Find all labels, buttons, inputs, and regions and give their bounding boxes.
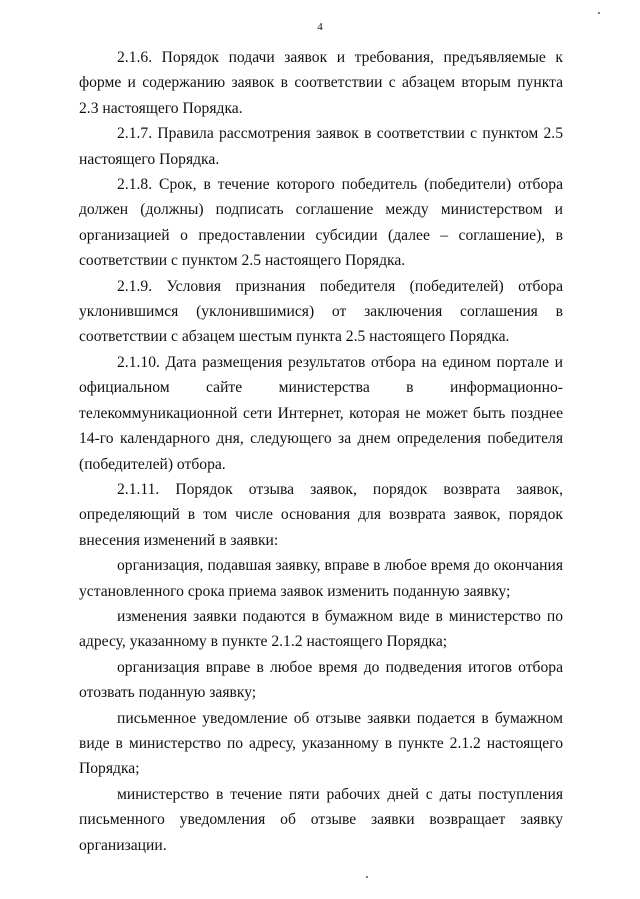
paragraph-2-1-6: 2.1.6. Порядок подачи заявок и требования, предъявляемые к форме и содержанию заявок в соответствии с абзацем вторым пункта 2.3 настоящего Порядка.: [79, 49, 563, 117]
page-number: 4: [317, 21, 323, 33]
paragraph-2-1-7: 2.1.7. Правила рассмотрения заявок в соответствии с пунктом 2.5 настоящего Порядка.: [79, 125, 563, 168]
paragraph-2-1-9: 2.1.9. Условия признания победителя (победителей) отбора уклонившимся (уклонившимися) от заключения соглашения в соответствии с абзацем шестым пункта 2.5 настоящего Порядка.: [79, 277, 563, 346]
paragraph-2-1-8: 2.1.8. Срок, в течение которого победитель (победители) отбора должен (должны) подписать соглашение между министерством и организацией о предоставлении субсидии (далее – соглашение), в соответствии с пунктом 2.5 настоящего Порядка.: [79, 176, 563, 270]
paragraph-withdraw-application: организация вправе в любое время до подведения итогов отбора отозвать поданную заявку;: [79, 658, 563, 702]
document-body: [79, 45, 563, 858]
paragraph-change-application: организация, подавшая заявку, вправе в любое время до окончания установленного срока приема заявок изменить поданную заявку;: [79, 557, 563, 600]
paragraph-changes-submission: изменения заявки подаются в бумажном виде в министерство по адресу, указанному в пункте 2.1.2 настоящего Порядка;: [79, 607, 563, 651]
paragraph-2-1-10: 2.1.10. Дата размещения результатов отбора на едином портале и официальном сайте министерства в информационно-телекоммуникационной сети Интернет, которая не может быть позднее 14-го календарного дня, следующего за днем определения победителя (победителей) отбора.: [79, 353, 563, 473]
scan-speck: [366, 876, 368, 878]
paragraph-withdrawal-notice: письменное уведомление об отзыве заявки подается в бумажном виде в министерство по адресу, указанному в пункте 2.1.2 настоящего Порядка;: [79, 709, 563, 778]
scan-speck: [598, 12, 600, 14]
paragraph-2-1-11: 2.1.11. Порядок отзыва заявок, порядок возврата заявок, определяющий в том числе основания для возврата заявок, порядок внесения изменений в заявки:: [79, 480, 563, 549]
paragraph-return-application: министерство в течение пяти рабочих дней с даты поступления письменного уведомления об отзыве заявки возвращает заявку организации.: [79, 785, 563, 854]
